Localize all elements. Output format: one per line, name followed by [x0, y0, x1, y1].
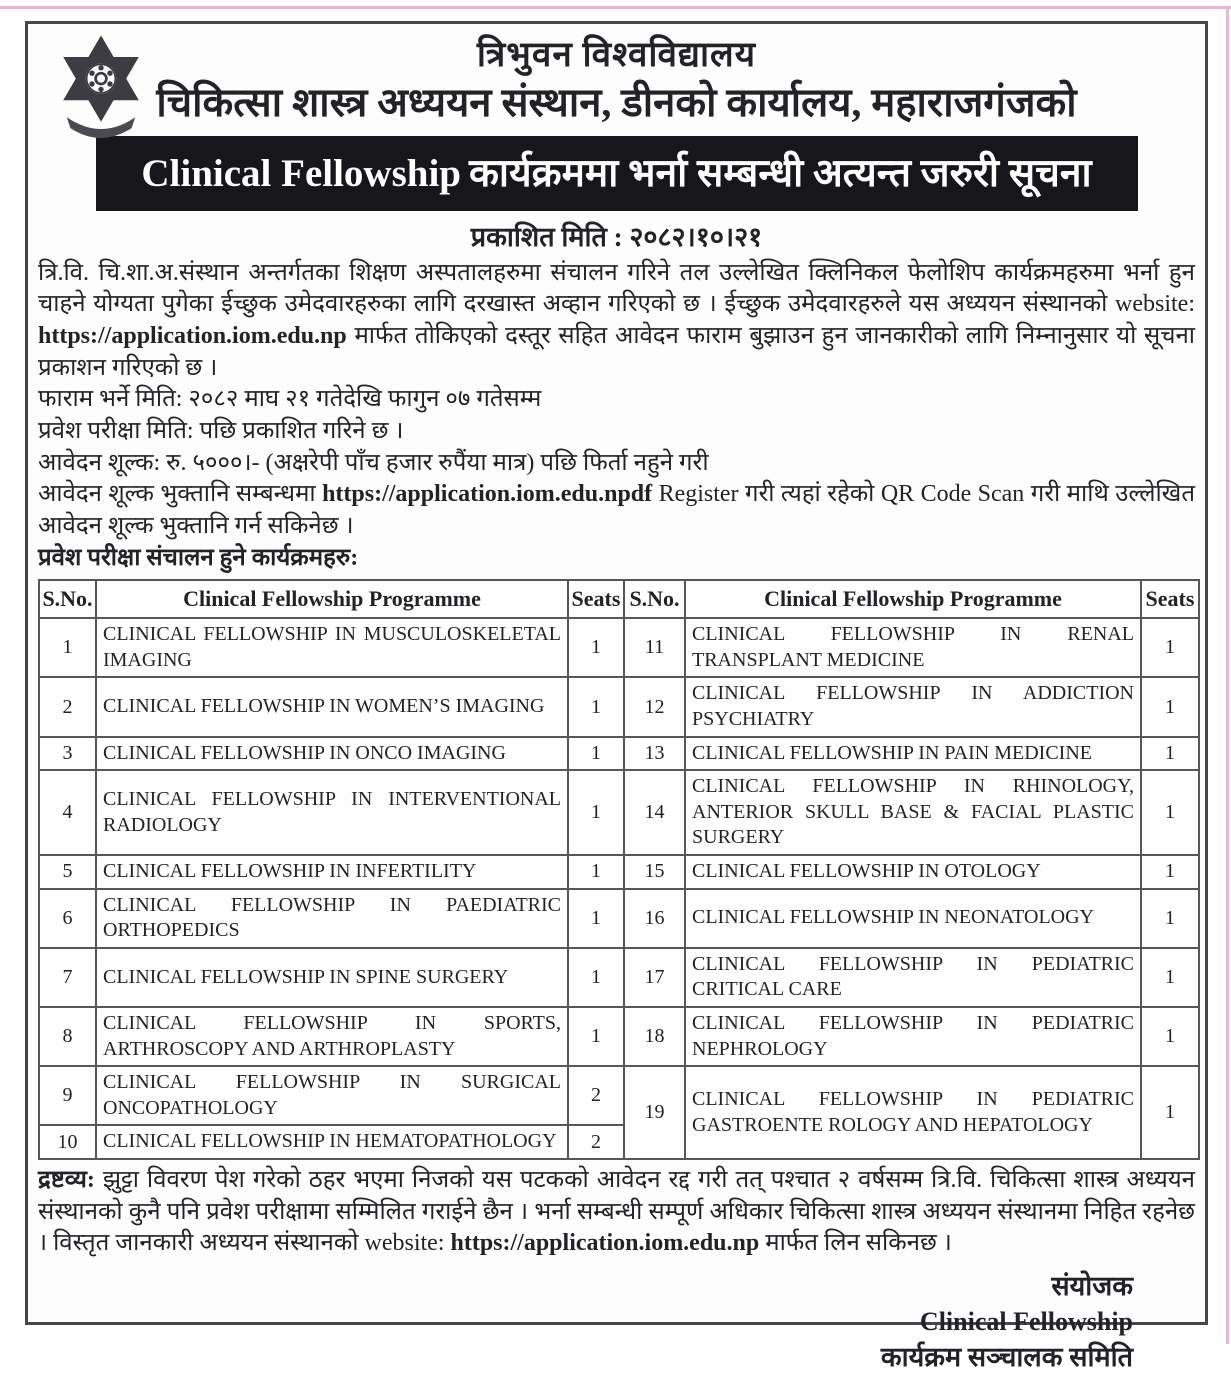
cell-seats: 1 — [1141, 677, 1199, 736]
signature-block — [38, 1268, 1195, 1376]
table-row — [39, 1007, 1199, 1066]
notice-title-banner — [96, 136, 1138, 211]
cell-programme: CLINICAL FELLOWSHIP IN PEDIATRIC CRITICAL CARE — [685, 948, 1141, 1007]
footer-note — [38, 1165, 1195, 1260]
payment-register-url: https://application.iom.edu.npdf — [322, 481, 653, 508]
cell-sno: 1 — [39, 618, 96, 677]
cell-seats: 1 — [1141, 770, 1199, 855]
cell-seats: 1 — [568, 737, 624, 771]
cell-programme: CLINICAL FELLOWSHIP IN SPINE SURGERY — [96, 948, 568, 1007]
table-row — [39, 855, 1199, 889]
cell-sno: 4 — [39, 770, 96, 855]
cell-programme: CLINICAL FELLOWSHIP IN RENAL TRANSPLANT MEDICINE — [685, 618, 1141, 677]
table-row — [39, 889, 1199, 948]
form-dates-line: फाराम भर्ने मिति: २०८२ माघ २१ गतेदेखि फागुन ०७ गतेसम्म — [38, 386, 542, 413]
cell-programme: CLINICAL FELLOWSHIP IN INTERVENTIONAL RADIOLOGY — [96, 770, 568, 855]
table-header-programme: Clinical Fellowship Programme — [685, 580, 1141, 618]
cell-sno: 2 — [39, 677, 96, 736]
table-header-programme: Clinical Fellowship Programme — [96, 580, 568, 618]
cell-seats: 1 — [1141, 1007, 1199, 1066]
programmes-table-body — [39, 580, 1199, 1159]
cell-seats: 2 — [568, 1066, 624, 1125]
cell-sno: 6 — [39, 889, 96, 948]
cell-sno: 9 — [39, 1066, 96, 1125]
institute-name: चिकित्सा शास्त्र अध्ययन संस्थान, डीनको कार्यालय, महाराजगंजको — [156, 79, 1077, 125]
programmes-heading: प्रवेश परीक्षा संचालन हुने कार्यक्रमहरु: — [38, 544, 359, 571]
cell-sno: 13 — [624, 737, 685, 771]
table-row — [39, 948, 1199, 1007]
cell-programme: CLINICAL FELLOWSHIP IN SPORTS, ARTHROSCOPY AND ARTHROPLASTY — [96, 1007, 568, 1066]
document-header — [38, 32, 1195, 128]
exam-date-line: प्रवेश परीक्षा मिति: पछि प्रकाशित गरिने छ । — [38, 417, 404, 444]
cell-seats: 1 — [568, 1007, 624, 1066]
table-row — [39, 737, 1199, 771]
intro-paragraph — [38, 258, 1195, 385]
footer-note-post: मार्फत लिन सकिनछ । — [759, 1230, 952, 1257]
signature-role: संयोजक — [1051, 1270, 1133, 1301]
page-right-edge-line — [1226, 6, 1229, 1344]
cell-programme: CLINICAL FELLOWSHIP IN NEONATOLOGY — [685, 889, 1141, 948]
cell-programme: CLINICAL FELLOWSHIP IN WOMEN’S IMAGING — [96, 677, 568, 736]
cell-sno: 19 — [624, 1066, 685, 1159]
cell-seats: 1 — [568, 855, 624, 889]
cell-seats: 1 — [1141, 1066, 1199, 1159]
cell-seats: 1 — [568, 618, 624, 677]
application-fee-line: आवेदन शूल्क: रु. ५०००।- (अक्षरेपी पाँच हजार रुपैंया मात्र) पछि फिर्ता नहुने गरी — [38, 449, 709, 476]
cell-seats: 2 — [568, 1125, 624, 1159]
banner-nepali-text: कार्यक्रममा भर्ना सम्बन्धी अत्यन्त जरुरी सूचना — [468, 151, 1092, 195]
tribhuvan-university-emblem-icon — [56, 32, 146, 154]
cell-sno: 16 — [624, 889, 685, 948]
cell-seats: 1 — [1141, 618, 1199, 677]
table-header-row — [39, 580, 1199, 618]
cell-sno: 17 — [624, 948, 685, 1007]
cell-seats: 1 — [1141, 737, 1199, 771]
cell-seats: 1 — [568, 889, 624, 948]
signature-committee: कार्यक्रम सञ्चालक समिति — [880, 1342, 1133, 1373]
cell-programme: CLINICAL FELLOWSHIP IN ONCO IMAGING — [96, 737, 568, 771]
application-website-url: https://application.iom.edu.np — [38, 322, 347, 349]
cell-sno: 15 — [624, 855, 685, 889]
cell-sno: 3 — [39, 737, 96, 771]
table-header-sno: S.No. — [39, 580, 96, 618]
table-header-sno: S.No. — [624, 580, 685, 618]
signature-programme: Clinical Fellowship — [919, 1307, 1133, 1337]
cell-programme: CLINICAL FELLOWSHIP IN PAEDIATRIC ORTHOPEDICS — [96, 889, 568, 948]
payment-text-post: Register गरी त्यहां रहेको QR Code Scan गरी माथि उल्लेखित आवेदन शूल्क भुक्तानि गर्न सकिनेछ । — [38, 481, 1195, 539]
cell-programme: CLINICAL FELLOWSHIP IN ADDICTION PSYCHIATRY — [685, 677, 1141, 736]
footer-note-label: द्रष्टव्य: — [38, 1166, 95, 1193]
university-name: त्रिभुवन विश्वविद्यालय — [476, 35, 757, 74]
cell-sno: 8 — [39, 1007, 96, 1066]
payment-text-pre: आवेदन शूल्क भुक्तानि सम्बन्धमा — [38, 481, 323, 508]
page-top-edge-line — [0, 6, 1231, 9]
table-row — [39, 770, 1199, 855]
cell-sno: 18 — [624, 1007, 685, 1066]
banner-english-text: Clinical Fellowship — [141, 151, 461, 195]
cell-programme: CLINICAL FELLOWSHIP IN PEDIATRIC NEPHROLOGY — [685, 1007, 1141, 1066]
cell-sno: 10 — [39, 1125, 96, 1159]
programmes-table — [38, 579, 1200, 1160]
cell-programme: CLINICAL FELLOWSHIP IN PEDIATRIC GASTROENTE ROLOGY AND HEPATOLOGY — [685, 1066, 1141, 1159]
table-header-seats: Seats — [1141, 580, 1199, 618]
cell-programme: CLINICAL FELLOWSHIP IN INFERTILITY — [96, 855, 568, 889]
table-header-seats: Seats — [568, 580, 624, 618]
footer-note-pre: झुट्टा विवरण पेश गरेको ठहर भएमा निजको यस पटकको आवेदन रद्द गरी तत् पश्चात २ वर्षसम्म त्रि.वि. चिकित्सा शास्त्र अध्ययन संस्थानको कुनै पनि प्रवेश परीक्षामा सम्मिलित गराईने छैन । भर्ना सम्बन्धी सम्पूर्ण अधिकार चिकित्सा शास्त्र अध्ययन संस्थानमा निहित रहनेछ । विस्तृत जानकारी अध्ययन संस्थानको website: — [38, 1166, 1195, 1257]
cell-seats: 1 — [568, 770, 624, 855]
cell-programme: CLINICAL FELLOWSHIP IN SURGICAL ONCOPATHOLOGY — [96, 1066, 568, 1125]
fee-payment-line — [38, 479, 1195, 542]
info-website-url: https://application.iom.edu.np — [450, 1230, 760, 1257]
table-row — [39, 677, 1199, 736]
cell-seats: 1 — [1141, 855, 1199, 889]
cell-sno: 12 — [624, 677, 685, 736]
cell-sno: 14 — [624, 770, 685, 855]
table-row — [39, 618, 1199, 677]
published-date: प्रकाशित मिति : २०८२।१०।२१ — [470, 221, 763, 252]
cell-seats: 1 — [568, 948, 624, 1007]
cell-sno: 11 — [624, 618, 685, 677]
table-row — [39, 1066, 1199, 1125]
cell-seats: 1 — [1141, 948, 1199, 1007]
cell-programme: CLINICAL FELLOWSHIP IN PAIN MEDICINE — [685, 737, 1141, 771]
intro-text-pre: त्रि.वि. चि.शा.अ.संस्थान अन्तर्गतका शिक्षण अस्पतालहरुमा संचालन गरिने तल उल्लेखित क्लिनिकल फेलोशिप कार्यक्रमहरुमा भर्ना हुन चाहने योग्यता पुगेका ईच्छुक उमेदवारहरुका लागि दरखास्त अव्हान गरिएको छ । ईच्छुक उमेदवारहरुले यस अध्ययन संस्थानको website: — [38, 259, 1195, 318]
notice-document — [25, 21, 1208, 1373]
cell-programme: CLINICAL FELLOWSHIP IN MUSCULOSKELETAL IMAGING — [96, 618, 568, 677]
cell-programme: CLINICAL FELLOWSHIP IN HEMATOPATHOLOGY — [96, 1125, 568, 1159]
cell-sno: 5 — [39, 855, 96, 889]
cell-sno: 7 — [39, 948, 96, 1007]
cell-seats: 1 — [568, 677, 624, 736]
intro-text-post: मार्फत तोकिएको दस्तूर सहित आवेदन फाराम बुझाउन हुन जानकारीको लागि निम्नानुसार यो सूचना प्रकाशन गरिएको छ । — [38, 322, 1195, 381]
cell-seats: 1 — [1141, 889, 1199, 948]
cell-programme: CLINICAL FELLOWSHIP IN RHINOLOGY, ANTERIOR SKULL BASE & FACIAL PLASTIC SURGERY — [685, 770, 1141, 855]
cell-programme: CLINICAL FELLOWSHIP IN OTOLOGY — [685, 855, 1141, 889]
